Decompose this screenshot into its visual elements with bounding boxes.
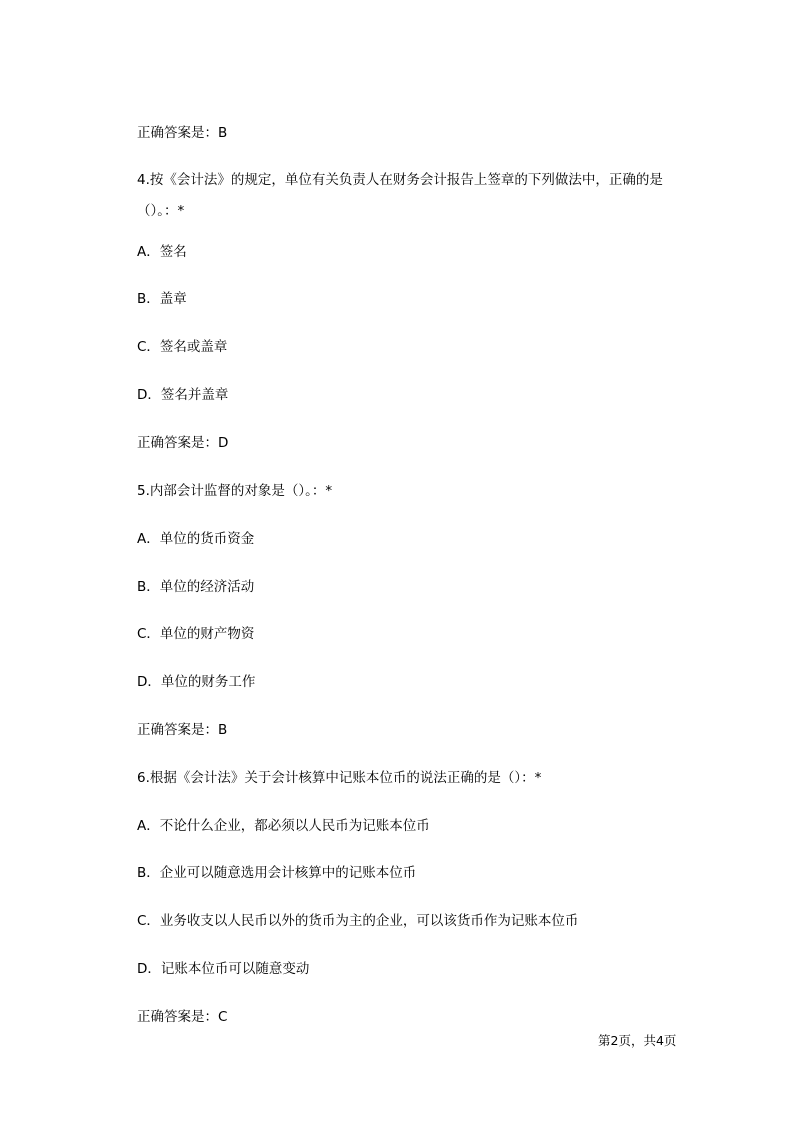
q5-option-d: D．单位的财务工作 [137, 674, 256, 690]
q5-option-c: C．单位的财产物资 [137, 626, 255, 642]
question-5-stem: 5.内部会计监督的对象是（）。：* [137, 483, 333, 499]
q5-option-b: B．单位的经济活动 [137, 579, 255, 595]
question-6-stem: 6.根据《会计法》关于会计核算中记账本位币的说法正确的是（）：* [137, 770, 542, 786]
q6-option-a: A．不论什么企业，都必须以人民币为记账本位币 [137, 818, 430, 834]
answer-q4: 正确答案是：D [137, 435, 229, 451]
answer-q6: 正确答案是：C [137, 1009, 228, 1025]
q6-option-d: D．记账本位币可以随意变动 [137, 961, 310, 977]
q4-option-b: B．盖章 [137, 291, 187, 307]
q6-option-c: C．业务收支以人民币以外的货币为主的企业，可以该货币作为记账本位币 [137, 913, 579, 929]
q4-option-a: A．签名 [137, 244, 187, 260]
question-4-stem: 4.按《会计法》的规定，单位有关负责人在财务会计报告上签章的下列做法中，正确的是（）。：* [137, 172, 663, 219]
answer-q3: 正确答案是：B [137, 125, 228, 141]
page-number: 第2页，共4页 [598, 1033, 677, 1048]
q4-option-c: C．签名或盖章 [137, 339, 228, 355]
q4-option-d: D．签名并盖章 [137, 387, 229, 403]
q6-option-b: B．企业可以随意选用会计核算中的记账本位币 [137, 865, 417, 881]
answer-q5: 正确答案是：B [137, 722, 228, 738]
q5-option-a: A．单位的货币资金 [137, 531, 255, 547]
